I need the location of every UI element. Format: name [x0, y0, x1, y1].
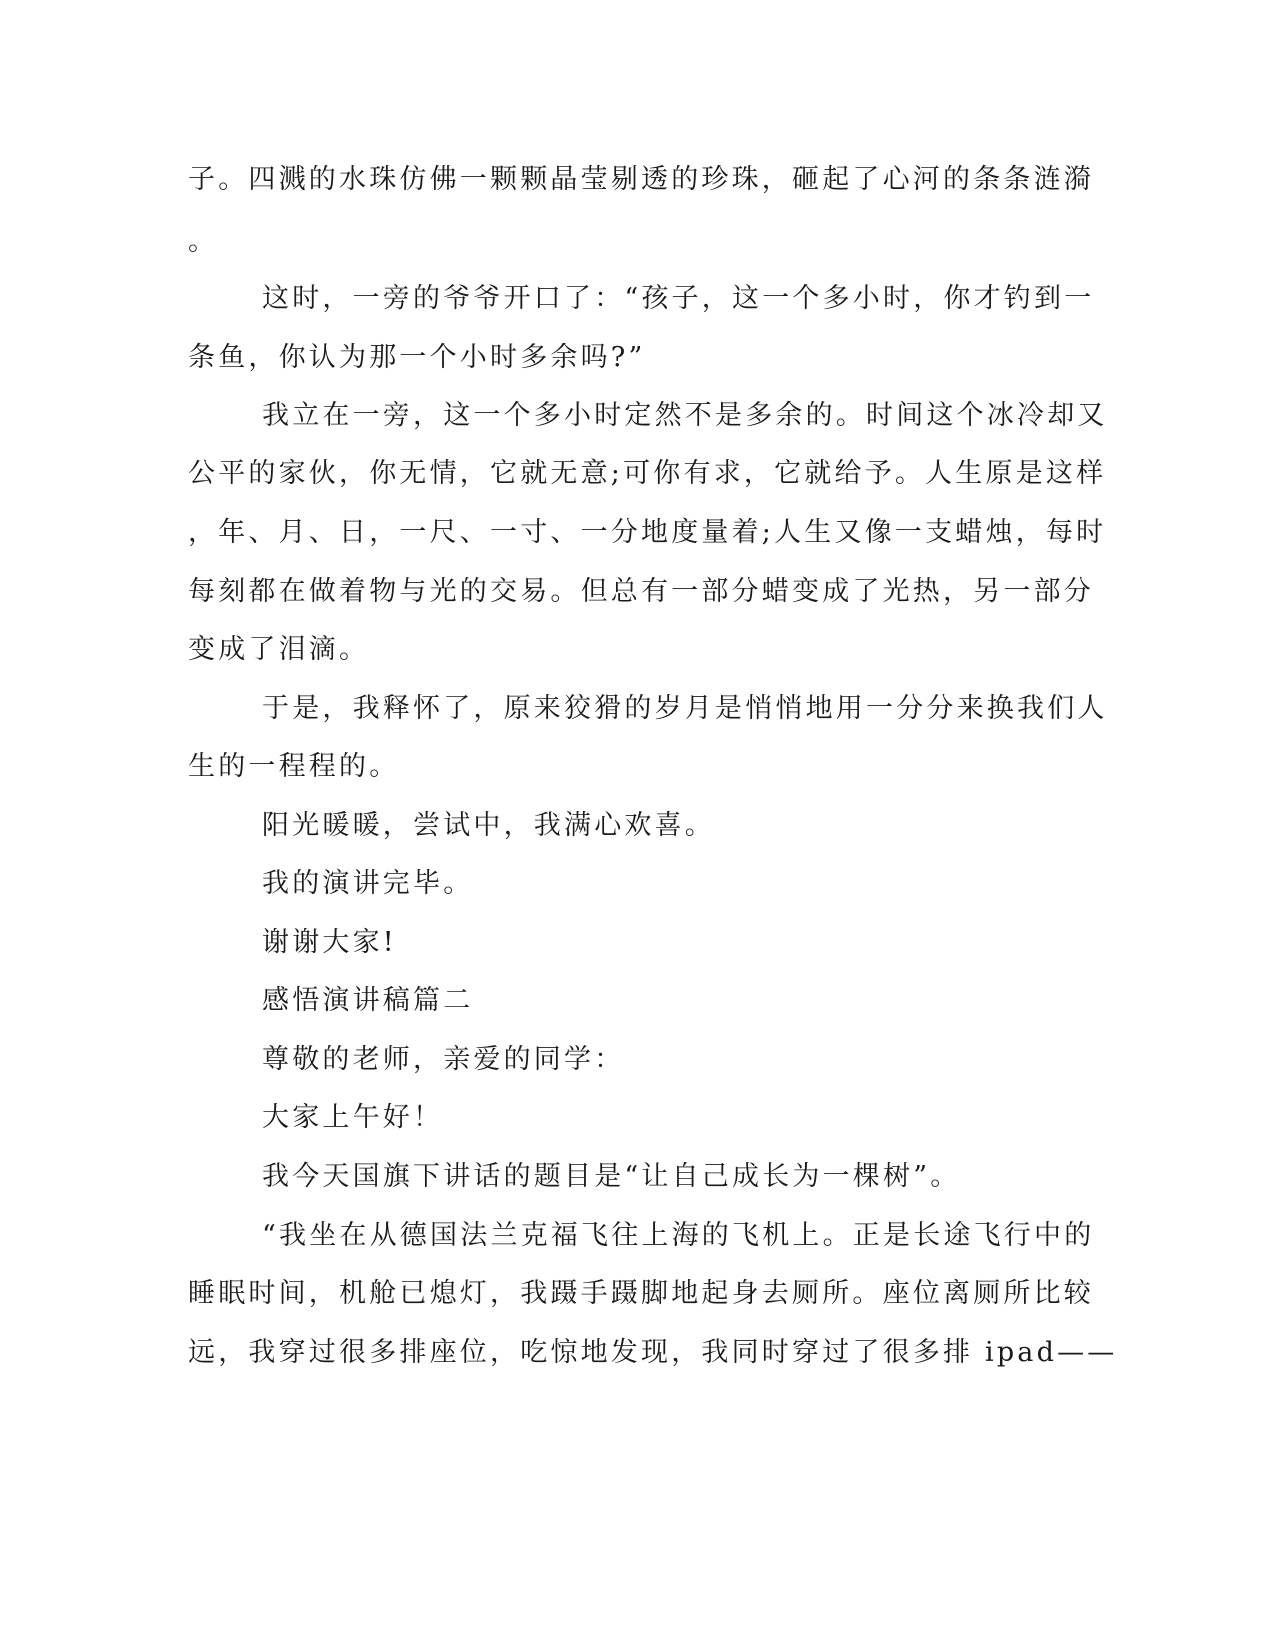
text-line: 条鱼，你认为那一个小时多余吗?” — [188, 342, 646, 373]
text-line: 我今天国旗下讲话的题目是“让自己成长为一棵树”。 — [262, 1161, 961, 1192]
text-line: 每刻都在做着物与光的交易。但总有一部分蜡变成了光热，另一部分 — [188, 576, 1094, 607]
text-line: 我立在一旁，这一个多小时定然不是多余的。时间这个冰冷却又 — [262, 400, 1108, 431]
text-line: 睡眠时间，机舱已熄灯，我蹑手蹑脚地起身去厕所。座位离厕所比较 — [188, 1278, 1094, 1309]
text-line: 我的演讲完毕。 — [262, 868, 474, 899]
text-line: “我坐在从德国法兰克福飞往上海的飞机上。正是长途飞行中的 — [262, 1220, 1095, 1251]
section-heading: 感悟演讲稿篇二 — [262, 985, 474, 1016]
text-line: 变成了泪滴。 — [188, 634, 370, 665]
text-line: 远，我穿过很多排座位，吃惊地发现，我同时穿过了很多排 ipad—— — [188, 1337, 1118, 1368]
text-line: ，年、月、日，一尺、一寸、一分地度量着;人生又像一支蜡烛，每时 — [188, 517, 1107, 548]
text-line: 公平的家伙，你无情，它就无意;可你有求，它就给予。人生原是这样 — [188, 458, 1107, 489]
text-line: 谢谢大家! — [262, 927, 397, 958]
text-line: 这时，一旁的爷爷开口了：“孩子，这一个多小时，你才钓到一 — [262, 283, 1095, 314]
text-line: 大家上午好！ — [262, 1102, 444, 1133]
text-line: 子。四溅的水珠仿佛一颗颗晶莹剔透的珍珠，砸起了心河的条条涟漪 — [188, 164, 1094, 195]
text-line: 于是，我释怀了，原来狡猾的岁月是悄悄地用一分分来换我们人 — [262, 693, 1108, 724]
text-line: 。 — [188, 226, 219, 257]
text-line: 阳光暖暖，尝试中，我满心欢喜。 — [262, 810, 715, 841]
text-line: 尊敬的老师，亲爱的同学： — [262, 1044, 625, 1075]
text-line: 生的一程程的。 — [188, 751, 400, 782]
